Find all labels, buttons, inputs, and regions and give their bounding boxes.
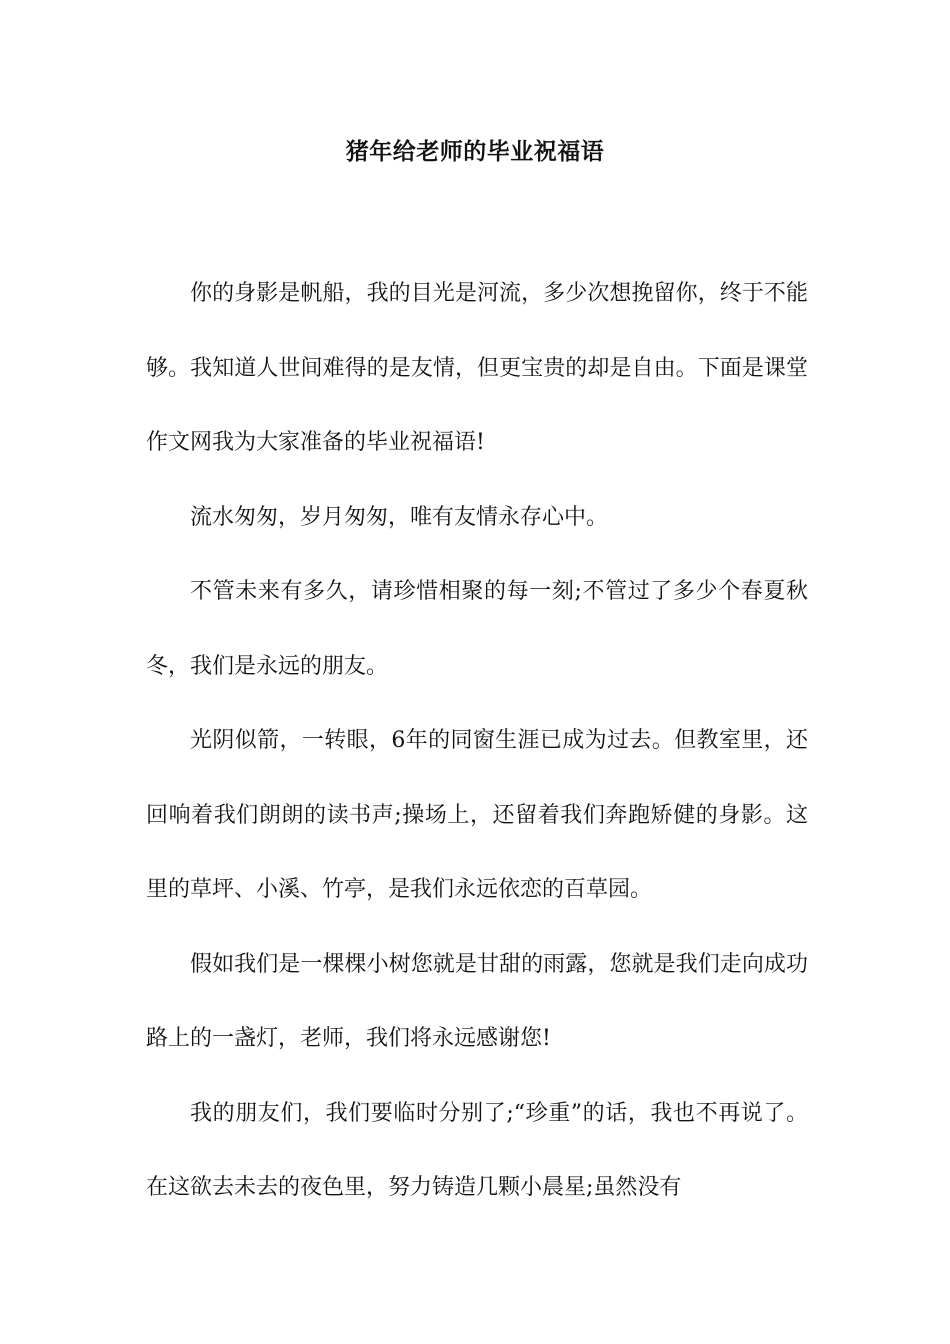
paragraph: 不管未来有多久，请珍惜相聚的每一刻;不管过了多少个春夏秋冬，我们是永远的朋友。 <box>146 579 808 679</box>
paragraph: 光阴似箭，一转眼，6年的同窗生涯已成为过去。但教室里，还回响着我们朗朗的读书声;操场上，还留着我们奔跑矫健的身影。这里的草坪、小溪、竹亭，是我们永远依恋的百草园。 <box>146 728 808 902</box>
paragraph: 你的身影是帆船，我的目光是河流，多少次想挽留你，终于不能够。我知道人世间难得的是友情，但更宝贵的却是自由。下面是课堂作文网我为大家准备的毕业祝福语! <box>146 281 808 455</box>
document-body <box>146 257 808 1226</box>
paragraph: 流水匆匆，岁月匆匆，唯有友情永存心中。 <box>190 504 609 530</box>
paragraph: 假如我们是一棵棵小树您就是甘甜的雨露，您就是我们走向成功路上的一盏灯，老师，我们将永远感谢您! <box>146 951 808 1051</box>
paragraph: 我的朋友们，我们要临时分别了;“珍重”的话，我也不再说了。在这欲去未去的夜色里，努力铸造几颗小晨星;虽然没有 <box>146 1100 808 1200</box>
document-title: 猪年给老师的毕业祝福语 <box>345 138 605 165</box>
